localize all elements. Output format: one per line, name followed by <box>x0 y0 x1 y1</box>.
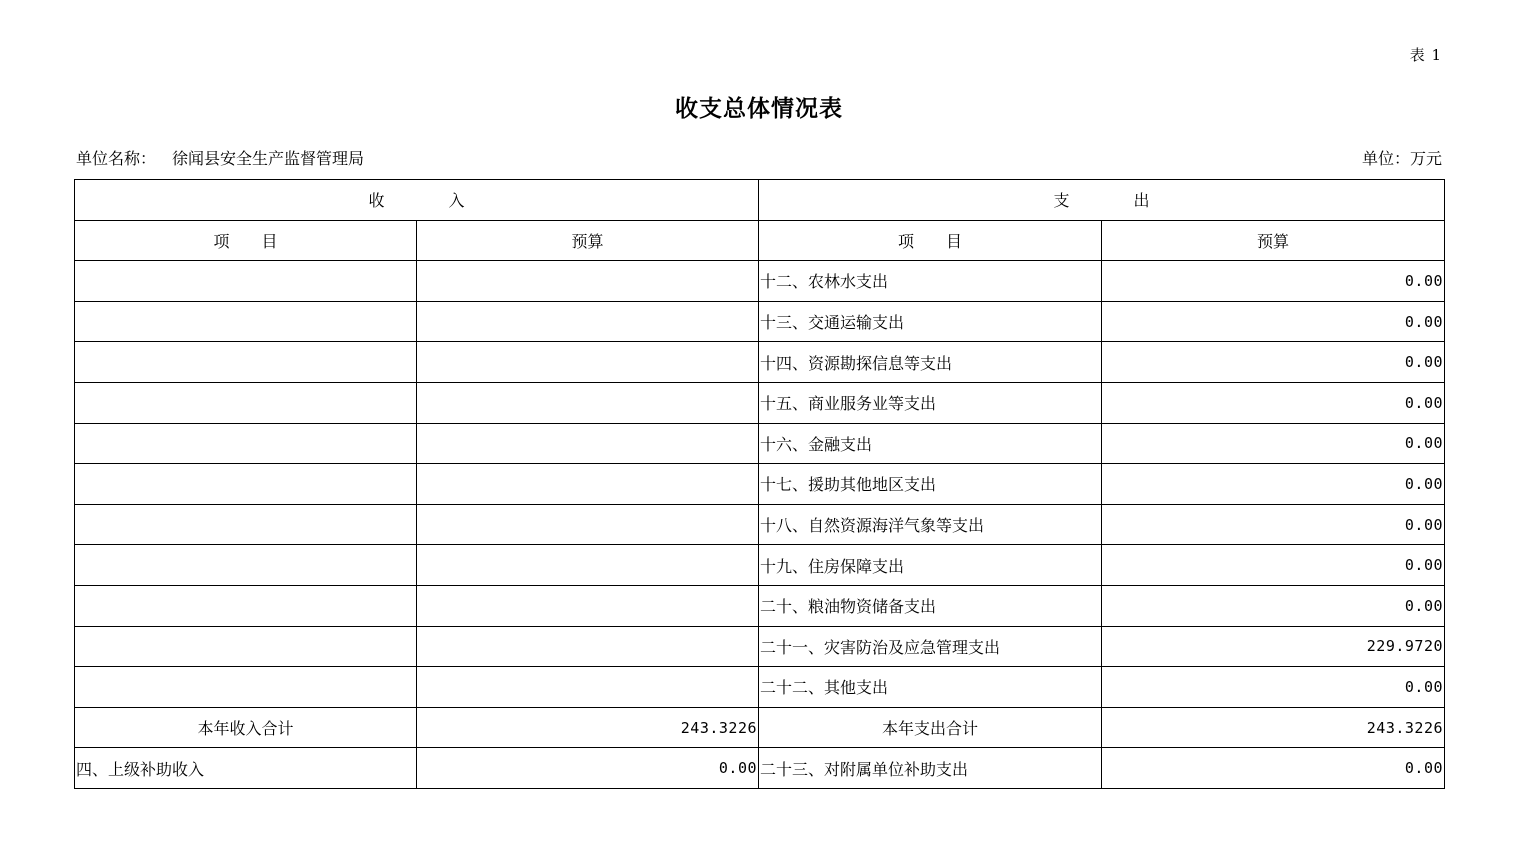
expense-section-header: 支 出 <box>759 180 1445 221</box>
income-item-cell <box>75 464 417 505</box>
income-item-cell <box>75 545 417 586</box>
expense-item-cell: 二十、粮油物资储备支出 <box>759 585 1102 626</box>
income-item-cell <box>75 626 417 667</box>
income-item-cell <box>75 342 417 383</box>
income-section-header: 收 入 <box>75 180 759 221</box>
expense-budget-cell: 0.00 <box>1102 464 1445 505</box>
income-budget-cell <box>417 423 759 464</box>
income-item-cell <box>75 382 417 423</box>
table-row <box>75 342 1445 383</box>
income-total-label: 本年收入合计 <box>75 707 417 748</box>
expense-item-header: 项 目 <box>759 220 1102 261</box>
expense-budget-cell: 0.00 <box>1102 342 1445 383</box>
expense-item-cell: 十九、住房保障支出 <box>759 545 1102 586</box>
expense-budget-cell: 0.00 <box>1102 261 1445 302</box>
expense-item-cell: 十三、交通运输支出 <box>759 301 1102 342</box>
income-item-cell <box>75 585 417 626</box>
table-row <box>75 626 1445 667</box>
income-item-cell <box>75 301 417 342</box>
income-budget-cell <box>417 667 759 708</box>
income-budget-cell <box>417 261 759 302</box>
income-item-cell <box>75 504 417 545</box>
unit-info-row <box>76 146 1442 170</box>
expense-item-cell: 二十三、对附属单位补助支出 <box>759 748 1102 789</box>
table-row <box>75 261 1445 302</box>
totals-row <box>75 707 1445 748</box>
income-item-cell: 四、上级补助收入 <box>75 748 417 789</box>
income-budget-cell <box>417 382 759 423</box>
expense-total-value: 243.3226 <box>1102 707 1445 748</box>
expense-item-cell: 十六、金融支出 <box>759 423 1102 464</box>
page-title: 收支总体情况表 <box>675 95 843 122</box>
table-row <box>75 545 1445 586</box>
income-budget-cell <box>417 342 759 383</box>
table-row <box>75 585 1445 626</box>
income-budget-cell <box>417 504 759 545</box>
income-budget-header: 预算 <box>417 220 759 261</box>
expense-budget-header: 预算 <box>1102 220 1445 261</box>
income-budget-cell <box>417 464 759 505</box>
expense-budget-cell: 0.00 <box>1102 504 1445 545</box>
table-row <box>75 382 1445 423</box>
expense-item-cell: 十五、商业服务业等支出 <box>759 382 1102 423</box>
expense-item-cell: 十七、援助其他地区支出 <box>759 464 1102 505</box>
expense-item-cell: 二十一、灾害防治及应急管理支出 <box>759 626 1102 667</box>
expense-budget-cell: 0.00 <box>1102 748 1445 789</box>
expense-item-cell: 十八、自然资源海洋气象等支出 <box>759 504 1102 545</box>
expense-budget-cell: 0.00 <box>1102 585 1445 626</box>
income-budget-cell: 0.00 <box>417 748 759 789</box>
expense-item-cell: 十四、资源勘探信息等支出 <box>759 342 1102 383</box>
table-number: 表 1 <box>1409 46 1442 64</box>
income-item-cell <box>75 261 417 302</box>
expense-budget-cell: 0.00 <box>1102 301 1445 342</box>
income-budget-cell <box>417 545 759 586</box>
income-budget-cell <box>417 301 759 342</box>
unit-name-value: 徐闻县安全生产监督管理局 <box>172 149 365 168</box>
table-row <box>75 504 1445 545</box>
table-row <box>75 464 1445 505</box>
income-budget-cell <box>417 626 759 667</box>
expense-budget-cell: 0.00 <box>1102 382 1445 423</box>
income-total-value: 243.3226 <box>417 707 759 748</box>
expense-budget-cell: 0.00 <box>1102 667 1445 708</box>
expense-budget-cell: 0.00 <box>1102 545 1445 586</box>
budget-table <box>74 179 1445 789</box>
income-budget-cell <box>417 585 759 626</box>
expense-item-cell: 二十二、其他支出 <box>759 667 1102 708</box>
section-header-row <box>75 180 1445 221</box>
table-row <box>75 748 1445 789</box>
expense-budget-cell: 0.00 <box>1102 423 1445 464</box>
table-row <box>75 301 1445 342</box>
table-row <box>75 667 1445 708</box>
income-item-cell <box>75 423 417 464</box>
income-item-header: 项 目 <box>75 220 417 261</box>
unit-name-label: 单位名称： <box>76 149 157 168</box>
table-row <box>75 423 1445 464</box>
income-item-cell <box>75 667 417 708</box>
expense-total-label: 本年支出合计 <box>759 707 1102 748</box>
expense-item-cell: 十二、农林水支出 <box>759 261 1102 302</box>
amount-unit: 单位：万元 <box>1361 149 1442 168</box>
expense-budget-cell: 229.9720 <box>1102 626 1445 667</box>
column-header-row <box>75 220 1445 261</box>
